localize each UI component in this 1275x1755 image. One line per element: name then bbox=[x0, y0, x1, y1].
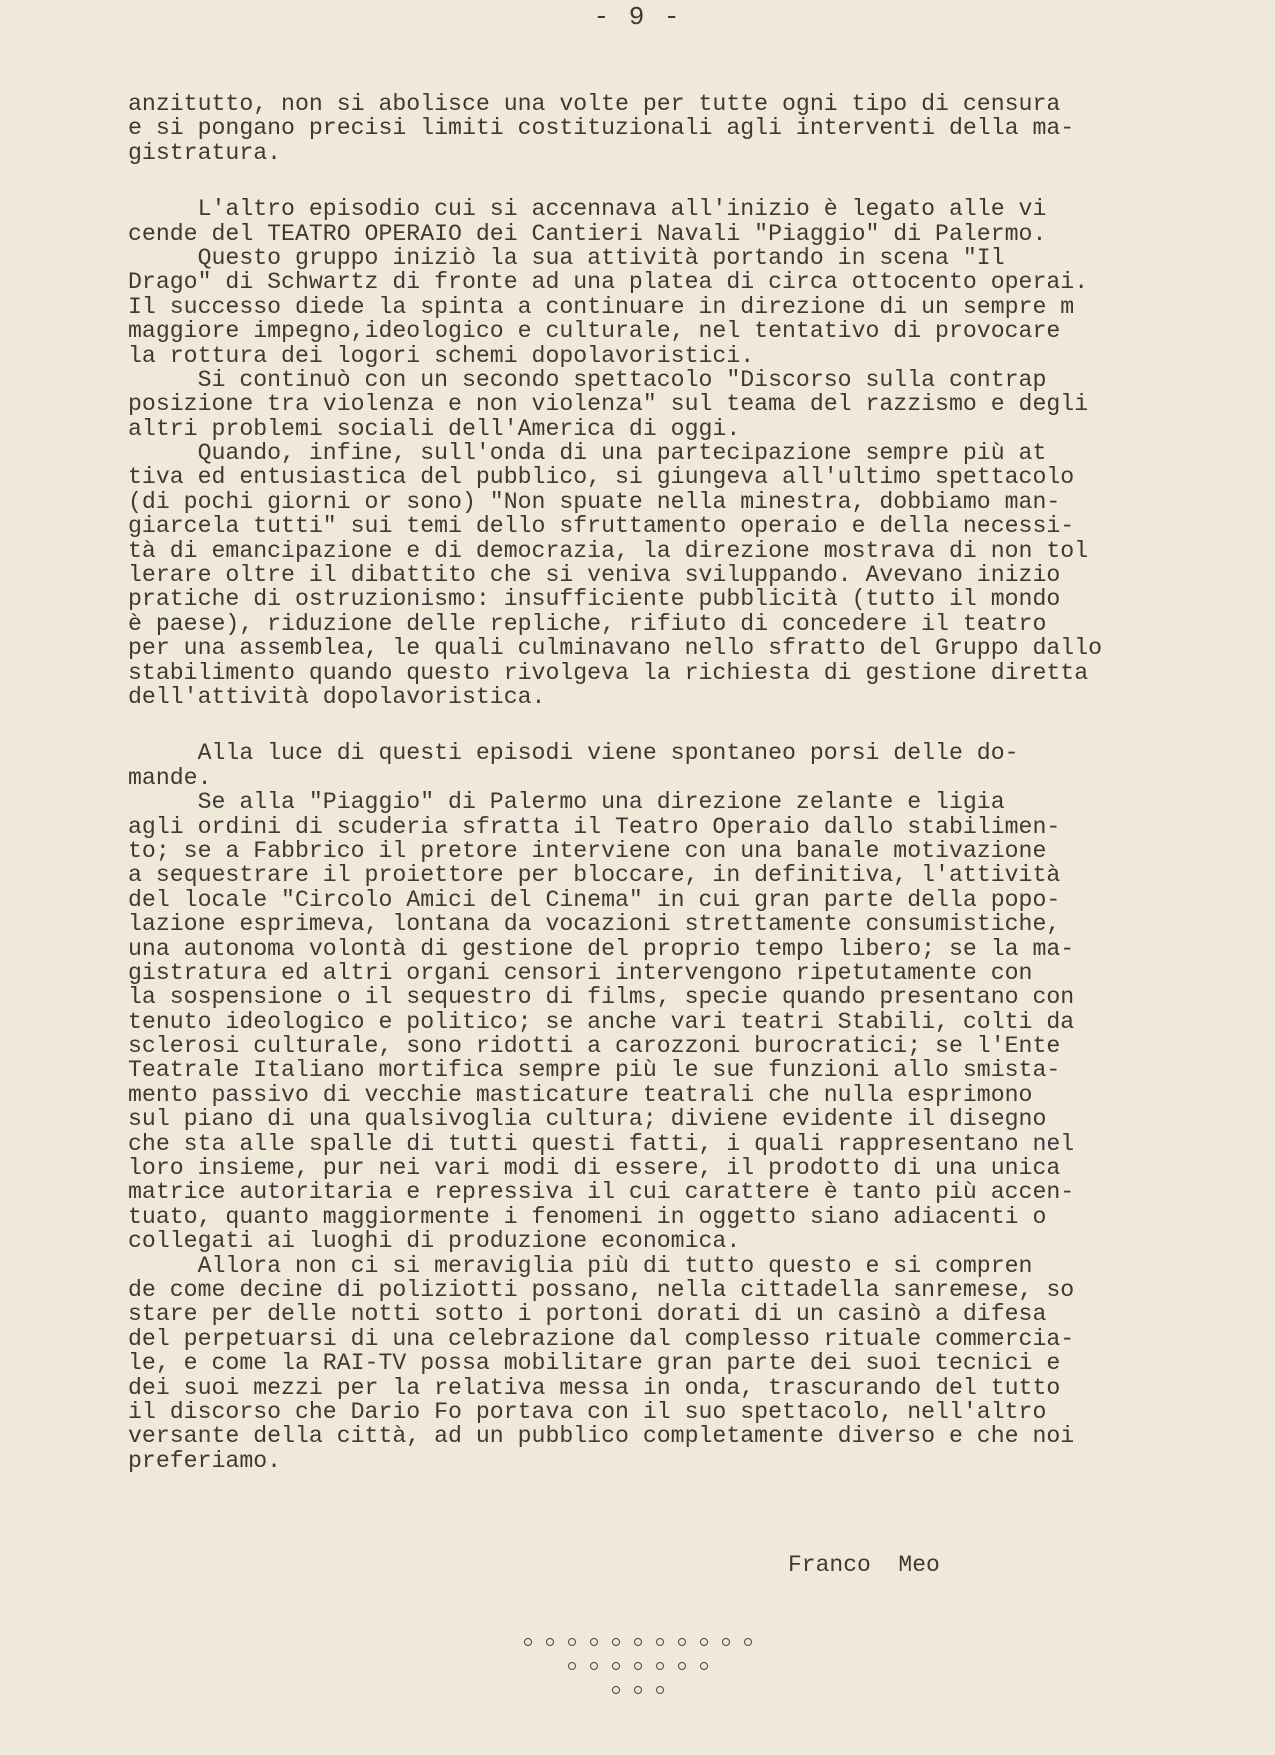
text-line: lerare oltre il dibattito che si veniva sviluppando. Avevano inizio bbox=[128, 562, 1061, 589]
text-line: Questo gruppo iniziò la sua attività portando in scena "Il bbox=[128, 244, 1005, 271]
ornament-dot bbox=[678, 1662, 686, 1670]
text-line: tuato, quanto maggiormente i fenomeni in oggetto siano adiacenti o bbox=[128, 1203, 1047, 1230]
text-line: Quando, infine, sull'onda di una partecipazione sempre più at bbox=[128, 440, 1047, 467]
text-line: stabilimento quando questo rivolgeva la richiesta di gestione diretta bbox=[128, 659, 1089, 686]
text-line: (di pochi giorni or sono) "Non spuate nella minestra, dobbiamo man- bbox=[128, 488, 1061, 515]
ornament-dot bbox=[656, 1662, 664, 1670]
text-line: matrice autoritaria e repressiva il cui carattere è tanto più accen- bbox=[128, 1179, 1075, 1206]
text-line: de come decine di poliziotti possano, nella cittadella sanremese, so bbox=[128, 1276, 1075, 1303]
text-line: tenuto ideologico e politico; se anche vari teatri Stabili, colti da bbox=[128, 1008, 1075, 1035]
text-line: Il successo diede la spinta a continuare in direzione di un sempre m bbox=[128, 293, 1075, 320]
text-line: sclerosi culturale, sono ridotti a carozzoni burocratici; se l'Ente bbox=[128, 1033, 1061, 1060]
text-line: Alla luce di questi episodi viene spontaneo porsi delle do- bbox=[128, 740, 1019, 767]
text-line: tiva ed entusiastica del pubblico, si giungeva all'ultimo spettacolo bbox=[128, 464, 1075, 491]
text-line: lazione esprimeva, lontana da vocazioni strettamente consumistiche, bbox=[128, 911, 1061, 938]
ornament-dot bbox=[722, 1638, 730, 1646]
paragraph-gap bbox=[128, 165, 1208, 197]
ornament-dot bbox=[590, 1662, 598, 1670]
text-line: pratiche di ostruzionismo: insufficiente pubblicità (tutto il mondo bbox=[128, 586, 1061, 613]
text-line: è paese), riduzione delle repliche, rifiuto di concedere il teatro bbox=[128, 610, 1047, 637]
text-line: la rottura dei logori schemi dopolavoristici. bbox=[128, 342, 755, 369]
paragraph-teatro-operaio bbox=[128, 197, 1208, 709]
text-line: a sequestrare il proiettore per bloccare, in definitiva, l'attività bbox=[128, 862, 1061, 889]
text-line: una autonoma volontà di gestione del proprio tempo libero; se la ma- bbox=[128, 935, 1075, 962]
text-line: che sta alle spalle di tutti questi fatti, i quali rappresentano nel bbox=[128, 1130, 1075, 1157]
paragraph-intro-end bbox=[128, 92, 1208, 165]
ornament-dot bbox=[700, 1638, 708, 1646]
text-line: Se alla "Piaggio" di Palermo una direzione zelante e ligia bbox=[128, 789, 1005, 816]
text-line: sul piano di una qualsivoglia cultura; diviene evidente il disegno bbox=[128, 1106, 1047, 1133]
ornament-dot bbox=[546, 1638, 554, 1646]
text-line: tà di emancipazione e di democrazia, la direzione mostrava di non tol bbox=[128, 537, 1089, 564]
text-line: del locale "Circolo Amici del Cinema" in cui gran parte della popo- bbox=[128, 886, 1061, 913]
text-line: le, e come la RAI-TV possa mobilitare gran parte dei suoi tecnici e bbox=[128, 1350, 1061, 1377]
text-line: mento passivo di vecchie masticature teatrali che nulla esprimono bbox=[128, 1081, 1033, 1108]
text-line: L'altro episodio cui si accennava all'inizio è legato alle vi bbox=[128, 196, 1047, 223]
dot-row bbox=[0, 1654, 1275, 1678]
text-line: maggiore impegno,ideologico e culturale, nel tentativo di provocare bbox=[128, 318, 1061, 345]
ornament-dot bbox=[590, 1638, 598, 1646]
text-line: anzitutto, non si abolisce una volte per tutte ogni tipo di censura bbox=[128, 91, 1061, 117]
ornament-dot bbox=[678, 1638, 686, 1646]
text-line: gistratura ed altri organi censori intervengono ripetutamente con bbox=[128, 959, 1033, 986]
ornament-dot bbox=[612, 1686, 620, 1694]
text-line: gistratura. bbox=[128, 139, 282, 166]
text-line: collegati ai luoghi di produzione economica. bbox=[128, 1228, 741, 1255]
text-line: altri problemi sociali dell'America di oggi. bbox=[128, 415, 741, 442]
text-line: preferiamo. bbox=[128, 1447, 282, 1474]
ornament-dot bbox=[612, 1638, 620, 1646]
text-line: agli ordini di scuderia sfratta il Teatro Operaio dallo stabilimen- bbox=[128, 813, 1061, 840]
text-line: posizione tra violenza e non violenza" sul teama del razzismo e degli bbox=[128, 391, 1089, 418]
paragraph-conclusion bbox=[128, 741, 1208, 1473]
text-line: e si pongano precisi limiti costituzionali agli interventi della ma- bbox=[128, 115, 1075, 142]
ornament-dot bbox=[700, 1662, 708, 1670]
text-line: mande. bbox=[128, 764, 212, 791]
ornament-dot bbox=[634, 1662, 642, 1670]
text-line: la sospensione o il sequestro di films, specie quando presentano con bbox=[128, 984, 1075, 1011]
ornament-dot bbox=[744, 1638, 752, 1646]
text-line: Drago" di Schwartz di fronte ad una platea di circa ottocento operai. bbox=[128, 269, 1089, 296]
text-line: dei suoi mezzi per la relativa messa in onda, trascurando del tutto bbox=[128, 1374, 1061, 1401]
ornament-dot bbox=[568, 1638, 576, 1646]
paragraph-gap bbox=[128, 709, 1208, 741]
text-line: del perpetuarsi di una celebrazione dal complesso rituale commercia- bbox=[128, 1325, 1075, 1352]
dot-row bbox=[0, 1678, 1275, 1702]
text-line: versante della città, ad un pubblico completamente diverso e che noi bbox=[128, 1423, 1075, 1450]
text-line: giarcela tutti" sui temi dello sfruttamento operaio e della necessi- bbox=[128, 513, 1075, 540]
dot-ornament bbox=[0, 1630, 1275, 1702]
ornament-dot bbox=[524, 1638, 532, 1646]
text-line: cende del TEATRO OPERAIO dei Cantieri Navali "Piaggio" di Palermo. bbox=[128, 220, 1047, 247]
text-line: stare per delle notti sotto i portoni dorati di un casinò a difesa bbox=[128, 1301, 1047, 1328]
ornament-dot bbox=[656, 1686, 664, 1694]
ornament-dot bbox=[634, 1686, 642, 1694]
dot-row bbox=[0, 1630, 1275, 1654]
page-number: - 9 - bbox=[593, 2, 682, 32]
ornament-dot bbox=[612, 1662, 620, 1670]
text-line: Allora non ci si meraviglia più di tutto questo e si compren bbox=[128, 1252, 1033, 1279]
article-body bbox=[128, 92, 1208, 1473]
text-line: per una assemblea, le quali culminavano nello sfratto del Gruppo dallo bbox=[128, 635, 1103, 662]
text-line: loro insieme, pur nei vari modi di essere, il prodotto di una unica bbox=[128, 1155, 1061, 1182]
text-line: to; se a Fabbrico il pretore interviene con una banale motivazione bbox=[128, 837, 1047, 864]
text-line: Si continuò con un secondo spettacolo "Discorso sulla contrap bbox=[128, 366, 1047, 393]
text-line: il discorso che Dario Fo portava con il suo spettacolo, nell'altro bbox=[128, 1398, 1047, 1425]
ornament-dot bbox=[634, 1638, 642, 1646]
ornament-dot bbox=[568, 1662, 576, 1670]
text-line: dell'attività dopolavoristica. bbox=[128, 683, 546, 710]
author-signature: Franco Meo bbox=[788, 1552, 940, 1578]
text-line: Teatrale Italiano mortifica sempre più le sue funzioni allo smista- bbox=[128, 1057, 1061, 1084]
ornament-dot bbox=[656, 1638, 664, 1646]
